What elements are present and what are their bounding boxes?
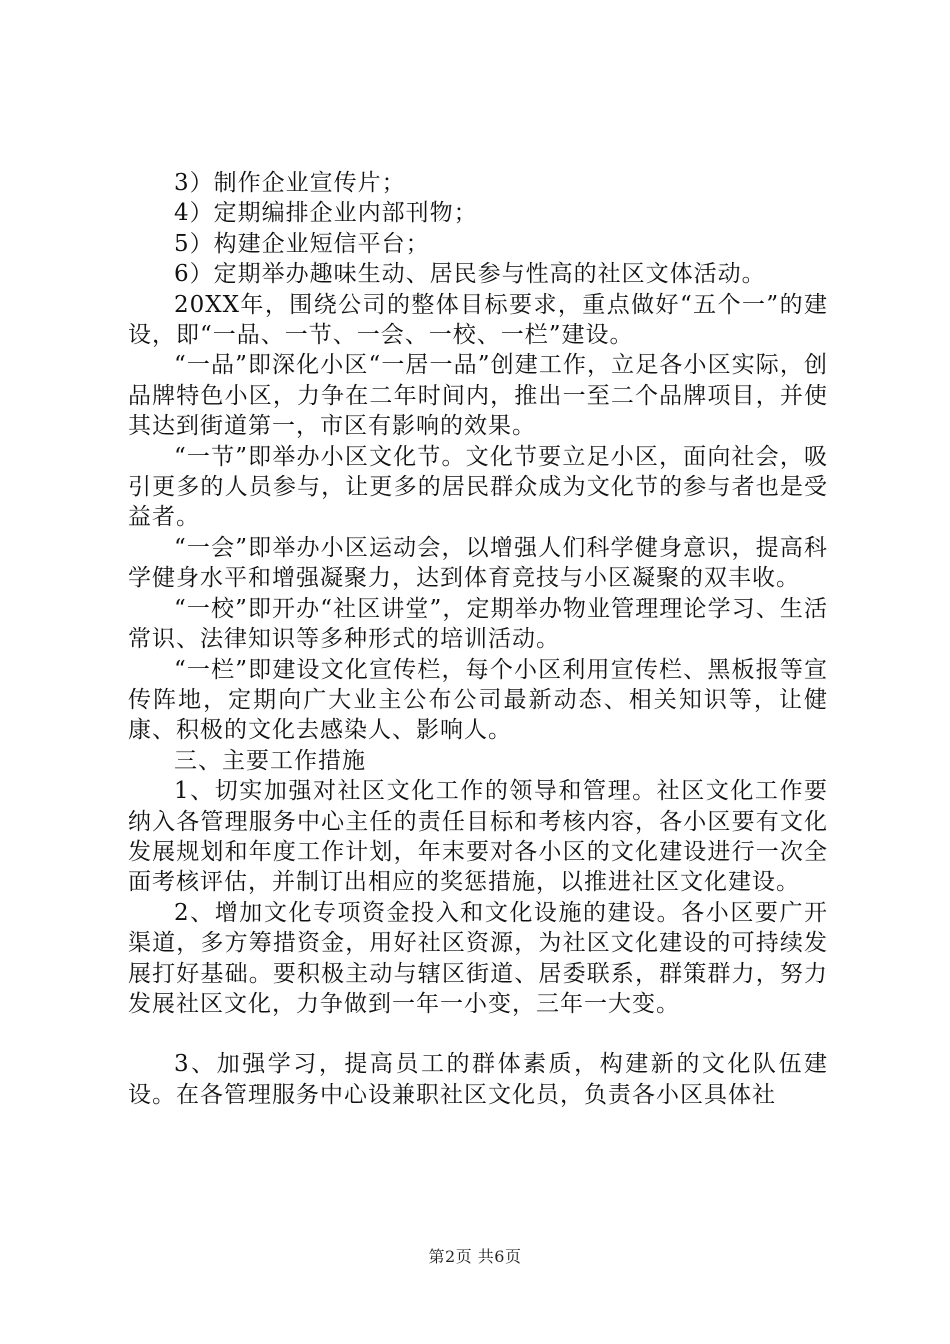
measure-1: 1、切实加强对社区文化工作的领导和管理。社区文化工作要纳入各管理服务中心主任的责任目标和考核内容，各小区要有文化发展规划和年度工作计划，年末要对各小区的文化建设进行一次全面考核评估，并制订出相应的奖惩措施，以推进社区文化建设。: [128, 778, 828, 896]
measure-3: 3、加强学习，提高员工的群体素质，构建新的文化队伍建设。在各管理服务中心设兼职社区文化员，负责各小区具体社: [128, 1051, 828, 1108]
paragraph-five-ones-intro: 20XX年，围绕公司的整体目标要求，重点做好“五个一”的建设，即“一品、一节、一会、一校、一栏”建设。: [128, 291, 828, 349]
paragraph-yi-xiao: “一校”即开办“社区讲堂”，定期举办物业管理理论学习、生活常识、法律知识等多种形式的培训活动。: [128, 595, 828, 653]
paragraph-yi-hui: “一会”即举办小区运动会，以增强人们科学健身意识，提高科学健身水平和增强凝聚力，达到体育竞技与小区凝聚的双丰收。: [128, 534, 828, 592]
list-item-4: 4）定期编排企业内部刊物；: [174, 200, 478, 227]
list-item-5: 5）构建企业短信平台；: [174, 230, 430, 257]
page-number: 第2页 共6页: [428, 1247, 522, 1266]
document-body: [128, 168, 828, 1110]
list-item-3: 3）制作企业宣传片；: [174, 170, 406, 196]
paragraph-yi-pin: “一品”即深化小区“一居一品”创建工作，立足各小区实际，创品牌特色小区，力争在二年时间内，推出一至二个品牌项目，并使其达到街道第一，市区有影响的效果。: [128, 352, 828, 440]
paragraph-yi-jie: “一节”即举办小区文化节。文化节要立足小区，面向社会，吸引更多的人员参与，让更多的居民群众成为文化节的参与者也是受益者。: [128, 443, 828, 531]
paragraph-gap: [128, 1019, 828, 1049]
paragraph-yi-lan: “一栏”即建设文化宣传栏，每个小区利用宣传栏、黑板报等宣传阵地，定期向广大业主公布公司最新动态、相关知识等，让健康、积极的文化去感染人、影响人。: [128, 656, 828, 744]
measure-2: 2、增加文化专项资金投入和文化设施的建设。各小区要广开渠道，多方筹措资金，用好社区资源，为社区文化建设的可持续发展打好基础。要积极主动与辖区街道、居委联系，群策群力，努力发展社区文化，力争做到一年一小变，三年一大变。: [128, 899, 828, 1017]
section-heading: 三、主要工作措施: [174, 747, 366, 774]
list-item-6: 6）定期举办趣味生动、居民参与性高的社区文体活动。: [174, 261, 766, 288]
